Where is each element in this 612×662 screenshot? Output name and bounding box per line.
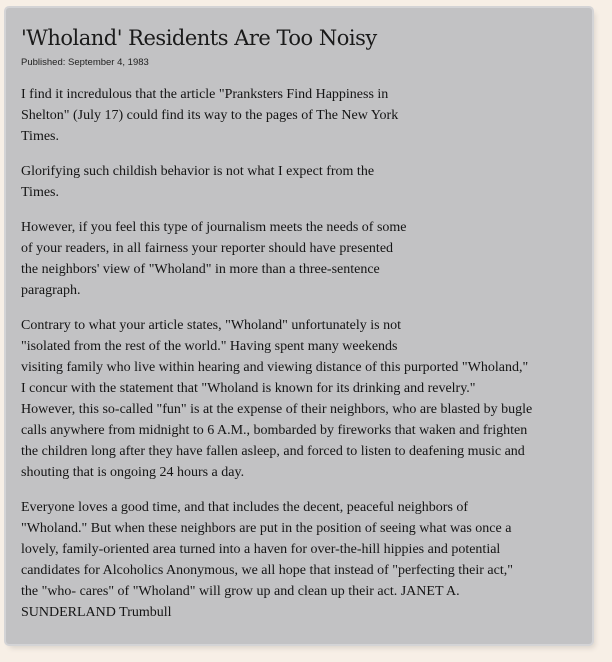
paragraph-line: Everyone loves a good time, and that includes the decent, peaceful neighbors of	[21, 500, 469, 515]
paragraph-line: Shelton" (July 17) could find its way to the pages of The New York	[21, 108, 399, 123]
paragraph-line: Times.	[21, 185, 60, 200]
paragraph-line: paragraph.	[21, 283, 81, 298]
paragraph-line: I concur with the statement that "Wholand is known for its drinking and revelry."	[21, 381, 476, 396]
article-paragraph-4	[21, 315, 591, 483]
paragraph-line: visiting family who live within hearing and viewing distance of this purported "Wholand,"	[21, 360, 529, 375]
paragraph-line: shouting that is ongoing 24 hours a day.	[21, 465, 245, 480]
paragraph-line: Contrary to what your article states, "Wholand" unfortunately is not	[21, 318, 402, 333]
paragraph-line: However, this so-called "fun" is at the expense of their neighbors, who are blasted by bugle	[21, 402, 533, 417]
article-paragraph-1	[21, 84, 591, 147]
paragraph-line: the children long after they have fallen asleep, and forced to listen to deafening music and	[21, 444, 525, 459]
article-paragraph-3	[21, 217, 591, 301]
article	[21, 24, 591, 623]
paragraph-line: "Wholand." But when these neighbors are put in the position of seeing what was once a	[21, 521, 512, 536]
article-dateline: Published: September 4, 1983	[21, 57, 149, 68]
paragraph-line: the neighbors' view of "Wholand" in more than a three-sentence	[21, 262, 380, 277]
paragraph-line: However, if you feel this type of journalism meets the needs of some	[21, 220, 407, 235]
paragraph-line: the "who- cares" of "Wholand" will grow up and clean up their act. JANET A.	[21, 584, 460, 599]
article-paragraph-5	[21, 497, 591, 623]
paragraph-line: candidates for Alcoholics Anonymous, we all hope that instead of "perfecting their act,"	[21, 563, 513, 578]
paragraph-line: lovely, family-oriented area turned into a haven for over-the-hill hippies and potential	[21, 542, 501, 557]
paragraph-line: Glorifying such childish behavior is not what I expect from the	[21, 164, 375, 179]
paragraph-line: SUNDERLAND Trumbull	[21, 605, 172, 620]
paragraph-line: "isolated from the rest of the world." Having spent many weekends	[21, 339, 398, 354]
article-paragraph-2	[21, 161, 591, 203]
paragraph-line: Times.	[21, 129, 60, 144]
paragraph-line: of your readers, in all fairness your reporter should have presented	[21, 241, 394, 256]
article-headline: 'Wholand' Residents Are Too Noisy	[21, 26, 377, 50]
paragraph-line: I find it incredulous that the article "Pranksters Find Happiness in	[21, 87, 389, 102]
paragraph-line: calls anywhere from midnight to 6 A.M., bombarded by fireworks that waken and frighten	[21, 423, 528, 438]
